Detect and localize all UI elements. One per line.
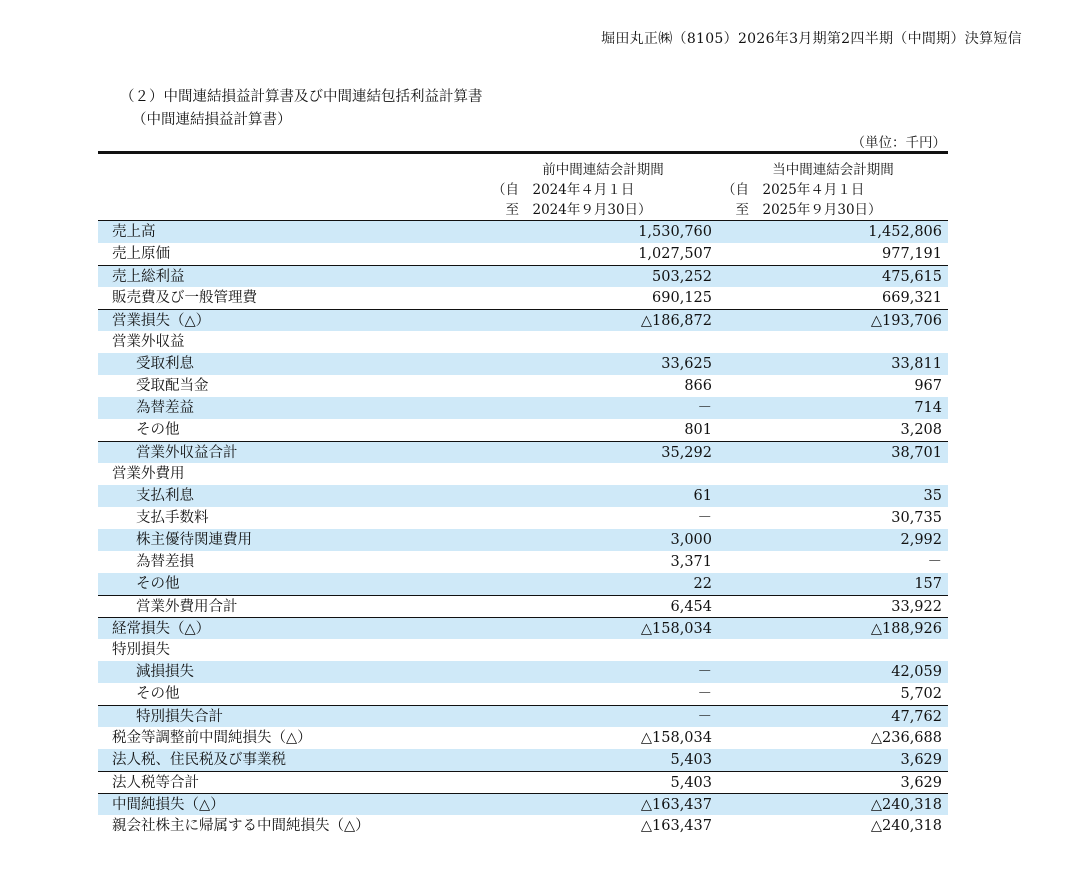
current-period-value: 33,922 (891, 599, 942, 615)
prior-period-value: △158,034 (640, 730, 712, 746)
prior-period-value: 503,252 (652, 269, 712, 285)
table-row (98, 595, 948, 617)
prior-period-value: 35,292 (661, 445, 712, 461)
document-header: 堀田丸正㈱（8105）2026年3月期第2四半期（中間期）決算短信 (601, 31, 1022, 47)
table-row (98, 727, 948, 749)
current-period-value: 30,735 (891, 510, 942, 526)
table-row (98, 485, 948, 507)
prior-period-value (488, 463, 718, 485)
prior-period-to: 至 2024年９月30日） (492, 202, 652, 218)
row-label: 為替差益 (136, 400, 194, 416)
table-row (98, 265, 948, 287)
prior-period-value: 801 (684, 422, 712, 438)
current-period-title: 当中間連結会計期間 (772, 162, 894, 178)
current-period-value: 3,208 (900, 422, 942, 438)
current-period-value: － (927, 554, 942, 570)
row-label: 税金等調整前中間純損失（△） (112, 730, 312, 746)
current-period-value (718, 463, 948, 485)
prior-period-value: － (697, 510, 712, 526)
prior-period-value: 3,000 (670, 532, 712, 548)
row-label: 支払手数料 (136, 510, 209, 526)
current-period-value: △240,318 (870, 797, 942, 813)
current-period-from: （自 2025年４月１日 (722, 182, 865, 198)
prior-period-value: △186,872 (640, 313, 712, 329)
table-row (98, 793, 948, 815)
row-label: 中間純損失（△） (112, 797, 225, 813)
prior-period-value: △163,437 (640, 818, 712, 834)
table-row (98, 639, 948, 661)
prior-period-title: 前中間連結会計期間 (542, 162, 664, 178)
table-row (98, 353, 948, 375)
table-row (98, 683, 948, 705)
row-label: 受取利息 (136, 356, 194, 372)
table-row (98, 661, 948, 683)
row-label: 営業損失（△） (112, 313, 211, 329)
prior-period-value: 690,125 (652, 290, 712, 306)
prior-period-value (488, 639, 718, 661)
table-row (98, 397, 948, 419)
prior-period-value: 22 (693, 576, 712, 592)
prior-period-value: 5,403 (670, 775, 712, 791)
prior-period-value: 61 (693, 488, 712, 504)
prior-period-value: 5,403 (670, 752, 712, 768)
current-period-value: 3,629 (900, 752, 942, 768)
table-row (98, 419, 948, 441)
table-row (98, 463, 948, 485)
current-period-value: 967 (914, 378, 942, 394)
current-period-value: 2,992 (900, 532, 942, 548)
current-period-value: 3,629 (900, 775, 942, 791)
header-label-cell (98, 154, 488, 220)
table-row (98, 815, 948, 837)
prior-period-value: 1,027,507 (638, 246, 712, 262)
table-row (98, 507, 948, 529)
table-row (98, 617, 948, 639)
current-period-value: 475,615 (882, 269, 942, 285)
row-label: 営業外収益 (112, 334, 185, 350)
income-statement-table (98, 151, 948, 837)
prior-period-from: （自 2024年４月１日 (492, 182, 635, 198)
row-label: 為替差損 (136, 554, 194, 570)
row-label: 売上総利益 (112, 269, 185, 285)
current-period-value: 1,452,806 (868, 224, 942, 240)
current-period-value: △188,926 (870, 621, 942, 637)
row-label: 特別損失合計 (136, 709, 223, 725)
header-current-period (718, 154, 948, 220)
row-label: 営業外費用 (112, 466, 185, 482)
row-label: 営業外費用合計 (136, 599, 238, 615)
table-row (98, 221, 948, 243)
table-row (98, 309, 948, 331)
prior-period-value: △158,034 (640, 621, 712, 637)
current-period-value: 33,811 (891, 356, 942, 372)
current-period-value (718, 331, 948, 353)
row-label: 法人税、住民税及び事業税 (112, 752, 286, 768)
current-period-value: 38,701 (891, 445, 942, 461)
table-row (98, 441, 948, 463)
row-label: 営業外収益合計 (136, 445, 238, 461)
section-subtitle: （中間連結損益計算書） (132, 112, 292, 128)
prior-period-value: － (697, 664, 712, 680)
current-period-value: △236,688 (870, 730, 942, 746)
table-row (98, 529, 948, 551)
row-label: 親会社株主に帰属する中間純損失（△） (112, 818, 370, 834)
current-period-value: 157 (914, 576, 942, 592)
table-row (98, 287, 948, 309)
row-label: 特別損失 (112, 642, 170, 658)
prior-period-value: － (697, 686, 712, 702)
row-label: 売上原価 (112, 246, 170, 262)
row-label: その他 (136, 422, 180, 438)
row-label: 支払利息 (136, 488, 194, 504)
current-period-value: 669,321 (882, 290, 942, 306)
table-row (98, 771, 948, 793)
table-row (98, 243, 948, 265)
current-period-value (718, 639, 948, 661)
prior-period-value: △163,437 (640, 797, 712, 813)
row-label: 株主優待関連費用 (136, 532, 252, 548)
prior-period-value: － (697, 709, 712, 725)
table-row (98, 573, 948, 595)
current-period-value: △240,318 (870, 818, 942, 834)
row-label: 売上高 (112, 224, 156, 240)
current-period-value: 714 (914, 400, 942, 416)
table-row (98, 705, 948, 727)
prior-period-value: 33,625 (661, 356, 712, 372)
prior-period-value (488, 331, 718, 353)
current-period-value: 42,059 (891, 664, 942, 680)
prior-period-value: 6,454 (670, 599, 712, 615)
table-row (98, 551, 948, 573)
current-period-value: 5,702 (900, 686, 942, 702)
prior-period-value: 866 (684, 378, 712, 394)
current-period-value: 977,191 (882, 246, 942, 262)
unit-label: （単位：千円） (851, 135, 946, 151)
row-label: 減損損失 (136, 664, 194, 680)
row-label: 販売費及び一般管理費 (112, 290, 257, 306)
prior-period-value: 3,371 (670, 554, 712, 570)
row-label: その他 (136, 576, 180, 592)
table-header (98, 154, 948, 221)
row-label: 法人税等合計 (112, 775, 199, 791)
row-label: その他 (136, 686, 180, 702)
current-period-to: 至 2025年９月30日） (722, 202, 882, 218)
header-prior-period (488, 154, 718, 220)
table-row (98, 749, 948, 771)
table-row (98, 331, 948, 353)
current-period-value: 35 (923, 488, 942, 504)
prior-period-value: － (697, 400, 712, 416)
table-row (98, 375, 948, 397)
current-period-value: △193,706 (870, 313, 942, 329)
section-title: （２）中間連結損益計算書及び中間連結包括利益計算書 (120, 89, 483, 105)
row-label: 受取配当金 (136, 378, 209, 394)
table-body (98, 221, 948, 837)
prior-period-value: 1,530,760 (638, 224, 712, 240)
current-period-value: 47,762 (891, 709, 942, 725)
row-label: 経常損失（△） (112, 621, 211, 637)
